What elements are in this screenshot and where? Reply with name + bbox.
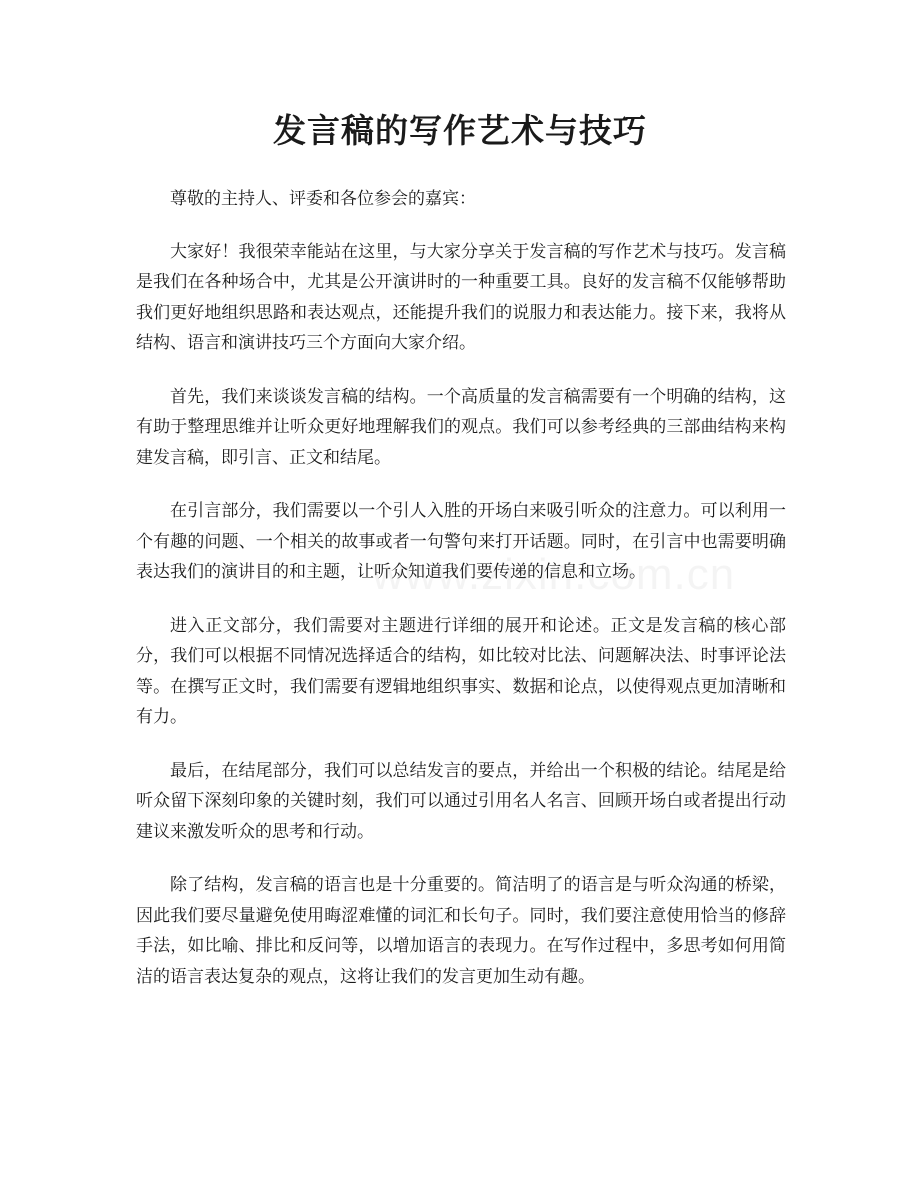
- document-body: [136, 184, 786, 1015]
- paragraph: 最后，在结尾部分，我们可以总结发言的要点，并给出一个积极的结论。结尾是给听众留下深刻印象的关键时刻，我们可以通过引用名人名言、回顾开场白或者提出行动建议来激发听众的思考和行动。: [136, 760, 786, 842]
- paragraph: 除了结构，发言稿的语言也是十分重要的。简洁明了的语言是与听众沟通的桥梁，因此我们要尽量避免使用晦涩难懂的词汇和长句子。同时，我们要注意使用恰当的修辞手法，如比喻、排比和反问等，以增加语言的表现力。在写作过程中，多思考如何用简洁的语言表达复杂的观点，这将让我们的发言更加生动有趣。: [136, 875, 786, 987]
- paragraph: 大家好！我很荣幸能站在这里，与大家分享关于发言稿的写作艺术与技巧。发言稿是我们在各种场合中，尤其是公开演讲时的一种重要工具。良好的发言稿不仅能够帮助我们更好地组织思路和表达观点，还能提升我们的说服力和表达能力。接下来，我将从结构、语言和演讲技巧三个方面向大家介绍。: [136, 241, 786, 353]
- salutation: 尊敬的主持人、评委和各位参会的嘉宾：: [170, 189, 476, 209]
- document-title: 发言稿的写作艺术与技巧: [273, 111, 647, 150]
- paragraph: 首先，我们来谈谈发言稿的结构。一个高质量的发言稿需要有一个明确的结构，这有助于整理思维并让听众更好地理解我们的观点。我们可以参考经典的三部曲结构来构建发言稿，即引言、正文和结尾。: [136, 386, 786, 468]
- paragraph: 进入正文部分，我们需要对主题进行详细的展开和论述。正文是发言稿的核心部分，我们可以根据不同情况选择适合的结构，如比较对比法、问题解决法、时事评论法等。在撰写正文时，我们需要有逻辑地组织事实、数据和论点，以使得观点更加清晰和有力。: [136, 615, 786, 727]
- paragraph: 在引言部分，我们需要以一个引人入胜的开场白来吸引听众的注意力。可以利用一个有趣的问题、一个相关的故事或者一句警句来打开话题。同时，在引言中也需要明确表达我们的演讲目的和主题，让听众知道我们要传递的信息和立场。: [136, 501, 786, 582]
